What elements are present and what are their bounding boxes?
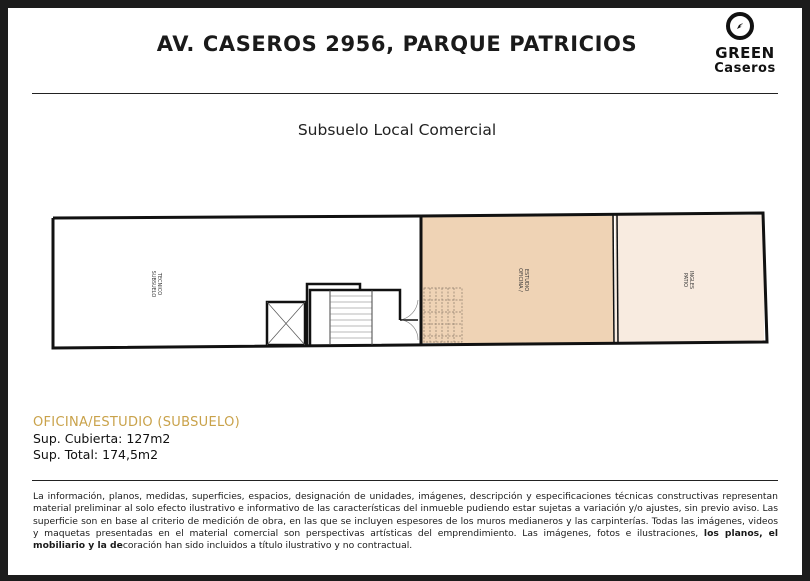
logo-text-caseros: Caseros <box>714 61 776 76</box>
room-label-subsuelo-1: SUBSUELO <box>150 270 156 298</box>
room-label-office-2: ESTUDIO <box>523 268 529 292</box>
room-label-patio-1: PATIO <box>682 272 688 288</box>
stair-treads <box>330 296 372 338</box>
page-title: AV. CASEROS 2956, PARQUE PATRICIOS <box>156 32 638 56</box>
room-label-subsuelo-2: TECNICO <box>156 272 162 296</box>
covered-area: Sup. Cubierta: 127m2 <box>33 431 171 446</box>
disclaimer-tail: coración han sido incluidos a título ilustrativo y no contractual. <box>122 540 413 552</box>
total-area: Sup. Total: 174,5m2 <box>33 447 159 462</box>
door-swing-1 <box>400 300 418 320</box>
disclaimer-text: La información, planos, medidas, superficies, espacios, designación de unidades, imágenes, descripción y especificaciones técnicas constructivas representan material preliminar al solo efecto ilustrativo e informativo de las características del inmueble pudiendo estar sujetas a variación y/o ajustes, sin previo aviso. Las superficie son en base al criterio de medición de obra, en las que se incluyen espesores de los muros medianeros y las carpinterías. Todas las imágenes, videos y maquetas presentadas en el material comercial son perspectivas artísticas del emprendimiento. Las imágenes, fotos e ilustraciones, <box>33 491 778 539</box>
stair-core-wall <box>307 284 360 345</box>
room-label-patio-2: INGLES <box>688 270 694 290</box>
disclaimer <box>33 491 778 552</box>
stair-wall-2 <box>310 290 400 345</box>
partition-patio-2 <box>617 215 618 343</box>
footer-divider <box>32 480 778 481</box>
area-summary <box>33 415 240 463</box>
room-label-office-1: OFICINA / <box>517 268 523 292</box>
disclaimer-bold: los planos, el mobiliario y la de <box>33 527 778 552</box>
logo-text-green: GREEN <box>715 44 775 62</box>
plan-subtitle: Subsuelo Local Comercial <box>297 121 497 139</box>
partition-patio-1 <box>613 215 614 343</box>
summary-heading: OFICINA/ESTUDIO (SUBSUELO) <box>33 415 240 430</box>
door-swing-2 <box>402 320 418 340</box>
